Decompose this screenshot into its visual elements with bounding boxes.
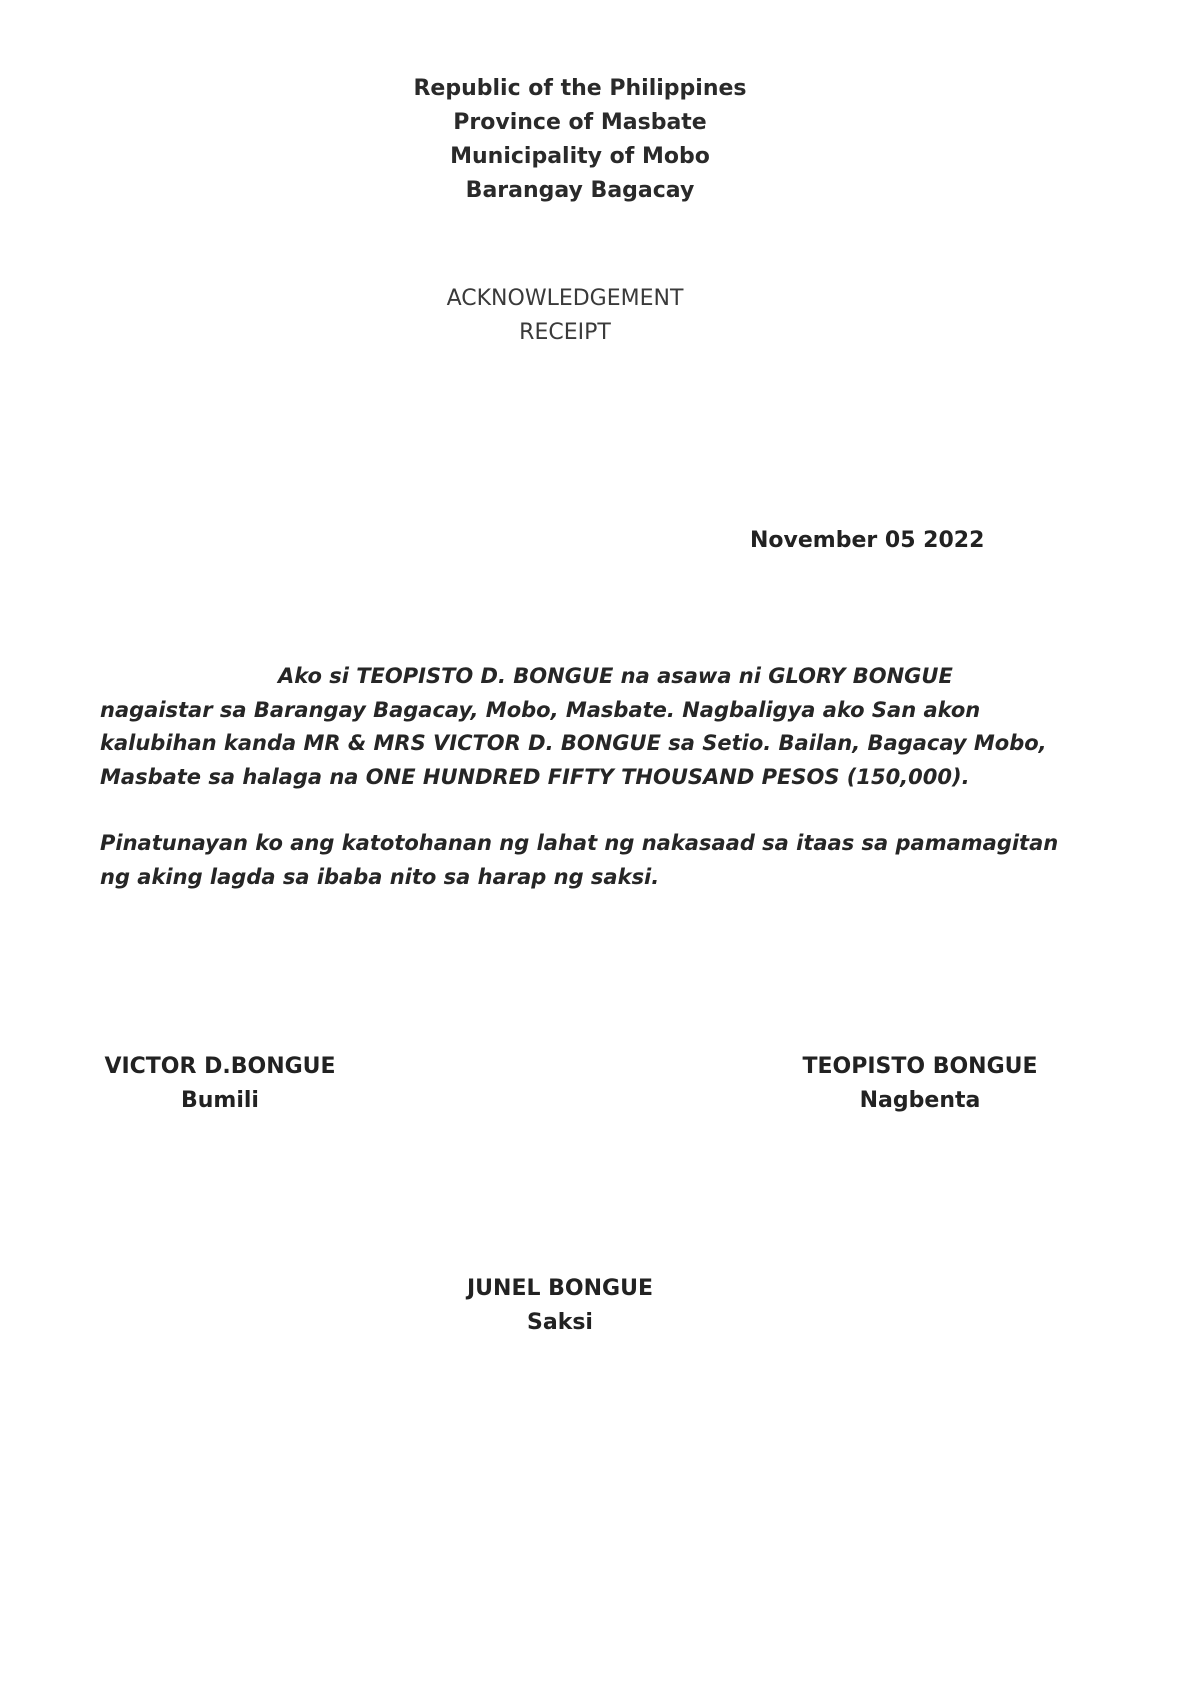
header-country: Republic of the Philippines xyxy=(413,76,747,101)
header-province: Province of Masbate xyxy=(453,110,707,135)
witness-role: Saksi xyxy=(527,1310,593,1335)
buyer-role: Bumili xyxy=(181,1088,259,1113)
signature-block-witness xyxy=(440,1272,680,1340)
document-title xyxy=(0,282,1130,350)
body-paragraph-2: Pinatunayan ko ang katotohanan ng lahat ng nakasaad sa itaas sa pamamagitan ng aking lagda sa ibaba nito sa harap ng saksi. xyxy=(100,831,1059,889)
title-line-2: RECEIPT xyxy=(519,320,611,345)
document-header xyxy=(0,72,1160,208)
body-paragraph-1: Ako si TEOPISTO D. BONGUE na asawa ni GLORY BONGUE nagaistar sa Barangay Bagacay, Mobo, Masbate. Nagbaligya ako San akon kalubihan kanda MR & MRS VICTOR D. BONGUE sa Setio. Bailan, Bagacay Mobo, Masbate sa halaga na ONE HUNDRED FIFTY THOUSAND PESOS (150,000). xyxy=(100,664,1047,789)
buyer-name: VICTOR D.BONGUE xyxy=(104,1054,336,1079)
witness-name: JUNEL BONGUE xyxy=(466,1276,653,1301)
document-date: November 05 2022 xyxy=(750,528,985,553)
header-municipality: Municipality of Mobo xyxy=(450,144,710,169)
seller-role: Nagbenta xyxy=(859,1088,981,1113)
header-barangay: Barangay Bagacay xyxy=(465,178,695,203)
document-body xyxy=(100,660,1060,894)
seller-name: TEOPISTO BONGUE xyxy=(802,1054,1038,1079)
signature-block-buyer xyxy=(100,1050,340,1118)
signature-block-seller xyxy=(790,1050,1050,1118)
title-line-1: ACKNOWLEDGEMENT xyxy=(446,286,684,311)
